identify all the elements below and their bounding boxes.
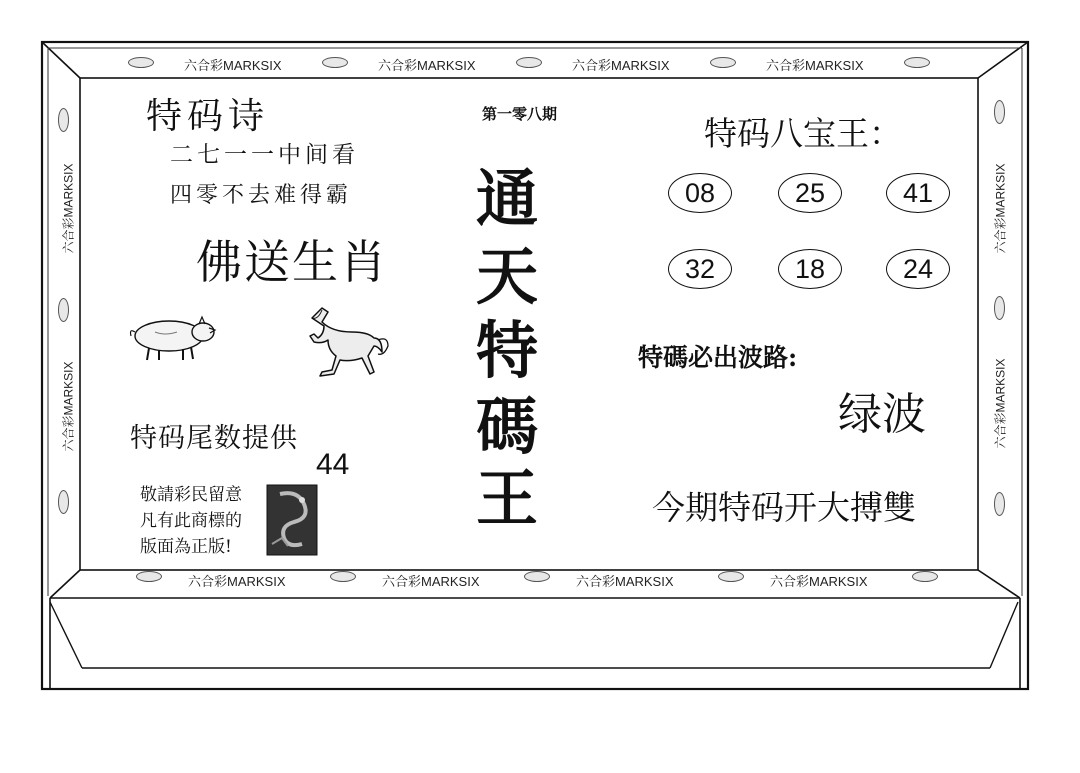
brand-label-right-2: 六合彩MARKSIX [993, 358, 1008, 449]
oval-decoration [516, 57, 542, 68]
number-ball: 08 [668, 173, 732, 213]
poem-line-1: 二七一一中间看 [170, 142, 359, 168]
tail-number-value: 44 [316, 448, 350, 481]
oval-decoration [524, 571, 550, 582]
brand-label-top-4: 六合彩MARKSIX [766, 58, 864, 73]
number-ball: 25 [778, 173, 842, 213]
brand-label-top-1: 六合彩MARKSIX [184, 58, 282, 73]
center-title-char-4: 碼 [476, 390, 539, 463]
tail-number-label: 特码尾数提供 [130, 423, 298, 454]
brand-label-bottom-1: 六合彩MARKSIX [188, 574, 286, 589]
oval-decoration [58, 490, 69, 514]
oval-decoration [58, 298, 69, 322]
brand-label-bottom-2: 六合彩MARKSIX [382, 574, 480, 589]
authenticity-notice [140, 482, 242, 560]
oval-decoration [718, 571, 744, 582]
brand-label-left-1: 六合彩MARKSIX [61, 163, 76, 254]
number-ball: 32 [668, 249, 732, 289]
brand-label-right-1: 六合彩MARKSIX [993, 163, 1008, 254]
poem-title: 特码诗 [146, 96, 270, 137]
wave-label: 特碼必出波路: [638, 343, 798, 372]
stamp-logo [266, 484, 318, 556]
oval-decoration [994, 492, 1005, 516]
oval-decoration [912, 571, 938, 582]
oval-decoration [58, 108, 69, 132]
brand-label-bottom-4: 六合彩MARKSIX [770, 574, 868, 589]
pig-icon [125, 312, 217, 362]
number-ball: 24 [886, 249, 950, 289]
number-ball: 18 [778, 249, 842, 289]
brand-label-bottom-3: 六合彩MARKSIX [576, 574, 674, 589]
brand-label-left-2: 六合彩MARKSIX [61, 361, 76, 452]
issue-number: 第一零八期 [482, 105, 558, 123]
notice-line-1: 敬請彩民留意 [140, 485, 242, 505]
bottom-line: 今期特码开大搏雙 [652, 488, 916, 527]
oval-decoration [330, 571, 356, 582]
center-title-char-3: 特 [476, 314, 539, 387]
notice-line-3: 版面為正版! [140, 537, 232, 557]
oval-decoration [994, 296, 1005, 320]
number-ball: 41 [886, 173, 950, 213]
buddha-zodiac-text: 佛送生肖 [196, 235, 388, 289]
wave-value: 绿波 [838, 389, 926, 440]
brand-label-top-2: 六合彩MARKSIX [378, 58, 476, 73]
oval-decoration [322, 57, 348, 68]
brand-label-top-3: 六合彩MARKSIX [572, 58, 670, 73]
horse-icon [290, 304, 390, 382]
oval-decoration [904, 57, 930, 68]
oval-decoration [136, 571, 162, 582]
oval-decoration [128, 57, 154, 68]
oval-decoration [994, 100, 1005, 124]
eight-treasures-label: 特码八宝王： [704, 114, 902, 153]
oval-decoration [710, 57, 736, 68]
notice-line-2: 凡有此商標的 [140, 511, 242, 531]
center-title-char-1: 通 [476, 162, 539, 235]
center-title-char-2: 天 [476, 240, 539, 313]
poem-line-2: 四零不去难得霸 [170, 183, 353, 208]
center-title-char-5: 王 [476, 462, 539, 535]
